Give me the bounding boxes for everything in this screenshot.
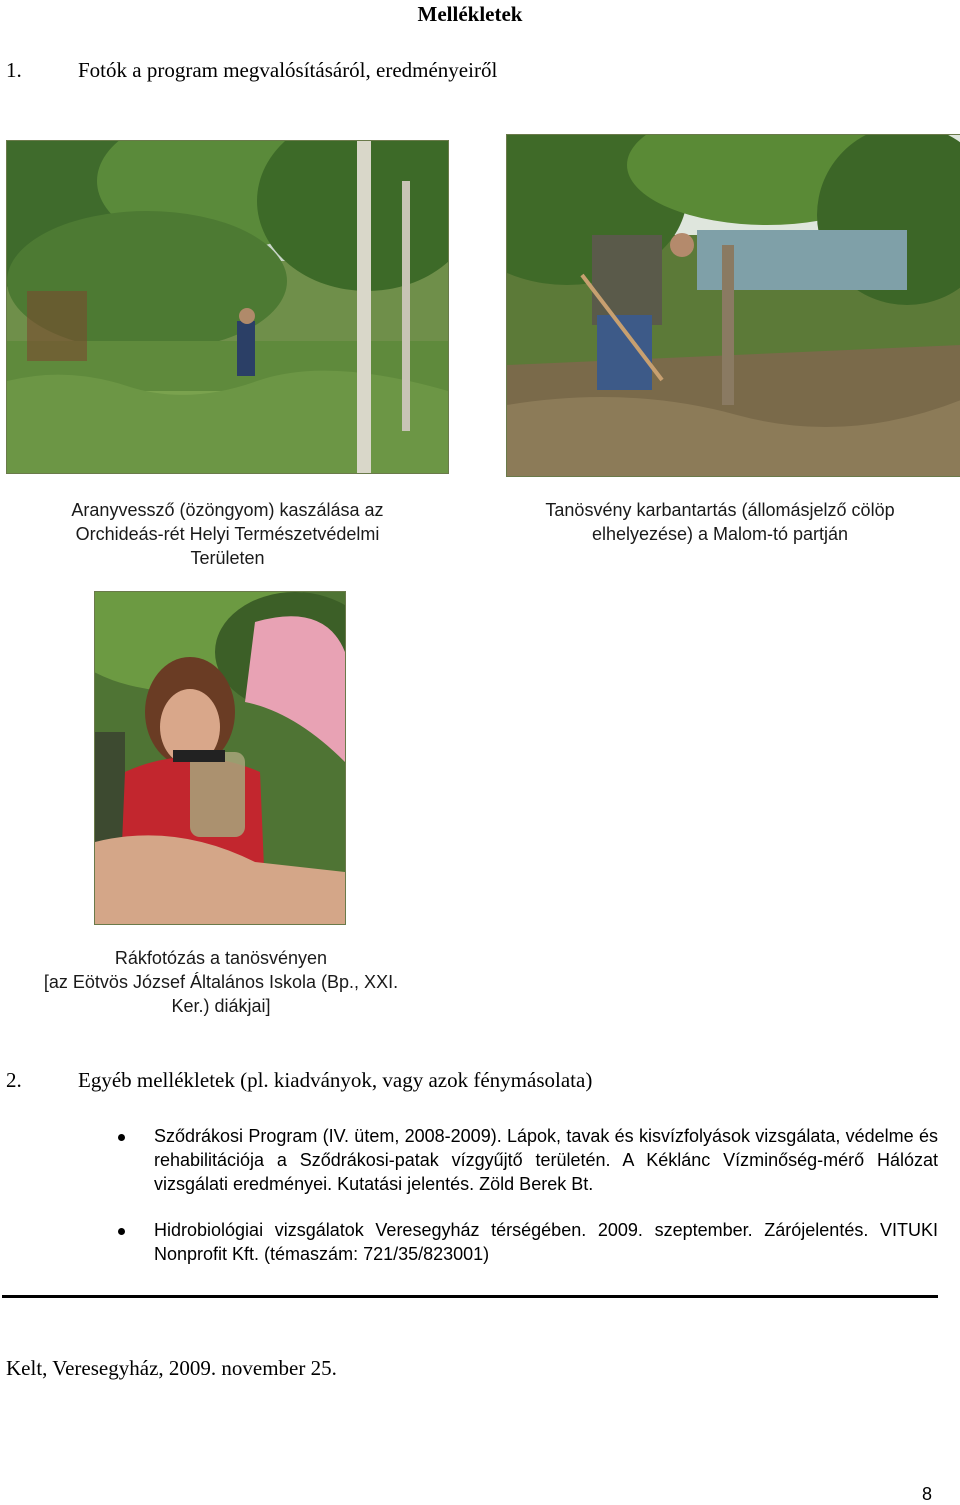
section-title-text: Egyéb mellékletek (pl. kiadványok, vagy azok fénymásolata) [78, 1068, 593, 1092]
caption-line: Tanösvény karbantartás (állomásjelző cölöp [545, 500, 895, 520]
bullet-dot [118, 1134, 125, 1141]
caption-line: elhelyezése) a Malom-tó partján [591, 524, 849, 544]
photo-caption [20, 498, 435, 570]
list-item [118, 1218, 938, 1266]
caption-line: Ker.) diákjai] [171, 996, 271, 1016]
section-title-text: Fotók a program megvalósításáról, eredményeiről [78, 58, 498, 82]
photo-caption [6, 946, 436, 1018]
caption-line: Aranyvessző (özöngyom) kaszálása az [71, 500, 384, 520]
horizontal-divider [2, 1295, 938, 1298]
date-place-line: Kelt, Veresegyház, 2009. november 25. [6, 1356, 337, 1380]
photo-crayfish-photographing [94, 591, 346, 925]
list-item-text: Sződrákosi Program (IV. ütem, 2008-2009). Lápok, tavak és kisvízfolyások vizsgálata, védelme és rehabilitációja a Sződrákosi-patak vízgyűjtő területén. A Kéklánc Vízminőség-mérő Hálózat vizsgálati eredményei. Kutatási jelentés. Zöld Berek Bt. [154, 1126, 938, 1194]
section-number: 2. [6, 1068, 22, 1092]
list-item-text: Hidrobiológiai vizsgálatok Veresegyház térségében. 2009. szeptember. Zárójelentés. VITUKI Nonprofit Kft. (témaszám: 721/35/823001) [154, 1220, 938, 1264]
list-item [118, 1124, 938, 1196]
caption-line: [az Eötvös József Általános Iskola (Bp., XXI. [43, 972, 399, 992]
caption-line: Területen [190, 548, 265, 568]
photo-caption [500, 498, 940, 546]
photo-trail-maintenance [506, 134, 960, 477]
section-2-title [6, 1068, 906, 1096]
section-number: 1. [6, 58, 22, 82]
bullet-dot [118, 1228, 125, 1235]
page-heading: Mellékletek [417, 2, 523, 26]
photo-meadow-mowing [6, 140, 449, 474]
caption-line: Orchideás-rét Helyi Természetvédelmi [75, 524, 380, 544]
caption-line: Rákfotózás a tanösvényen [114, 948, 328, 968]
section-1-title [6, 58, 906, 86]
attachment-list [118, 1124, 938, 1288]
page-number: 8 [922, 1484, 933, 1504]
